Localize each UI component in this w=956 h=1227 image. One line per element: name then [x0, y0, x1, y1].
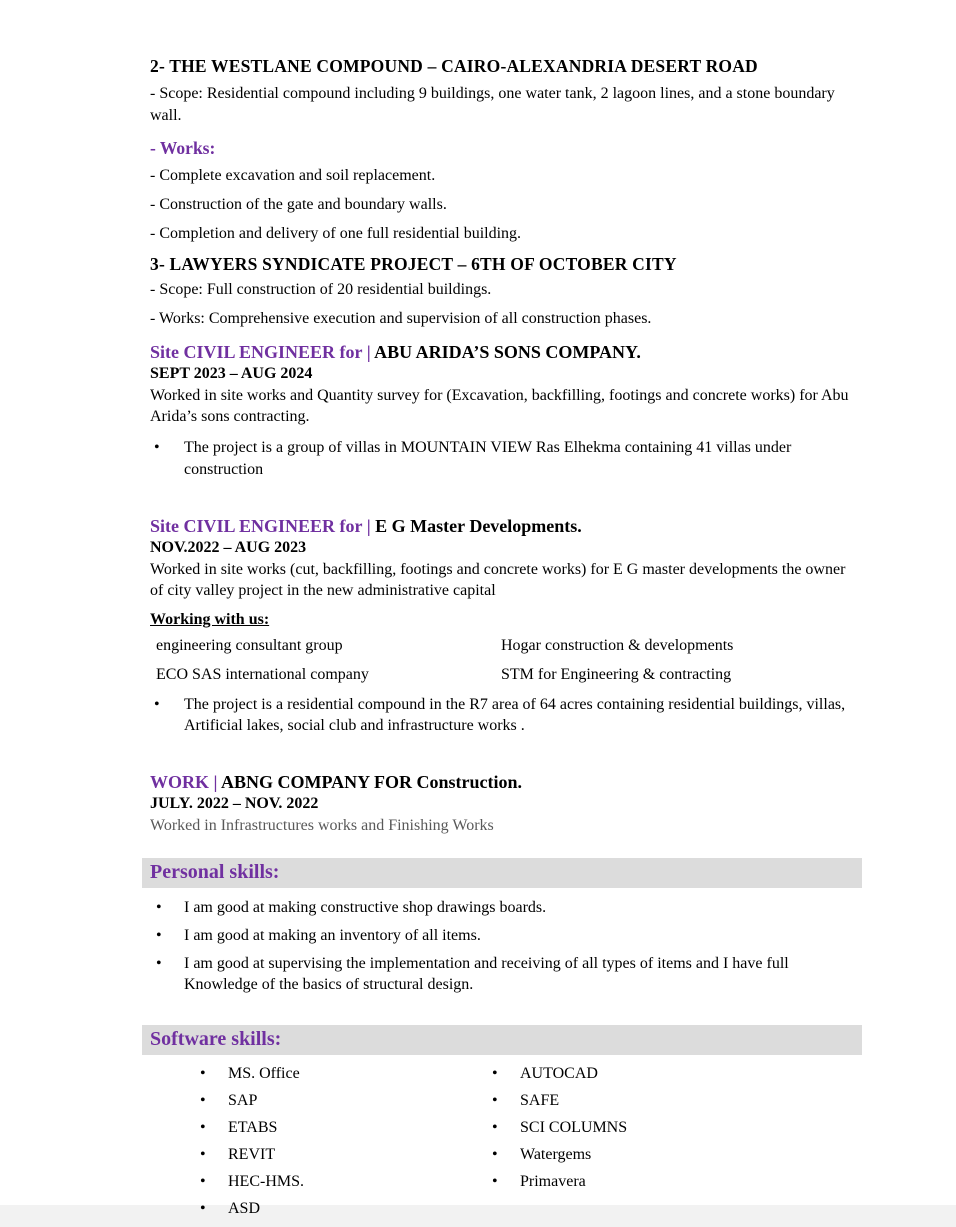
job-abu-arida-title — [150, 342, 862, 363]
project-3-scope: - Scope: Full construction of 20 residential buildings. — [150, 281, 492, 299]
software-skill-item: • ASD — [200, 1200, 261, 1218]
bullet-icon: • — [156, 899, 162, 917]
partner-company: STM for Engineering & contracting — [501, 665, 732, 683]
software-skill-item: • MS. Office — [200, 1065, 300, 1083]
job-egmaster-description: Worked in site works (cut, backfilling, footings and concrete works) for E G master developments the owner of city valley project in the new administrative capital — [150, 560, 846, 599]
working-with-us-label: Working with us: — [150, 610, 270, 628]
software-skill-item: • REVIT — [200, 1146, 276, 1164]
software-skill-item: • SAFE — [492, 1092, 560, 1110]
personal-skill-item: • I am good at making constructive shop drawings boards. — [150, 898, 862, 919]
job-abng-description: Worked in Infrastructures works and Finishing Works — [150, 817, 494, 835]
software-skills-columns — [150, 1065, 862, 1227]
job-title-role: Site CIVIL ENGINEER for | — [150, 342, 375, 363]
bullet-icon: • — [492, 1065, 498, 1083]
project-3-title: 3- LAWYERS SYNDICATE PROJECT – 6TH OF OCTOBER CITY — [150, 254, 677, 275]
job-abu-arida-description: Worked in site works and Quantity survey for (Excavation, backfilling, footings and concrete works) for Abu Arida’s sons contracting. — [150, 387, 849, 426]
spacer — [150, 490, 862, 516]
software-skill-item: • HEC-HMS. — [200, 1173, 305, 1191]
work-item: - Construction of the gate and boundary walls. — [150, 196, 447, 214]
software-skills-left-column — [200, 1065, 492, 1227]
job-abng-title — [150, 772, 862, 793]
job-abng-dates: JULY. 2022 – NOV. 2022 — [150, 795, 319, 813]
software-skill-item: • Primavera — [492, 1173, 586, 1191]
job-title-company: E G Master Developments. — [375, 515, 582, 536]
bullet-icon: • — [200, 1065, 206, 1083]
bullet-icon: • — [200, 1173, 206, 1191]
bullet-icon: • — [492, 1119, 498, 1137]
bullet-icon: • — [154, 695, 160, 713]
software-skill-item: • AUTOCAD — [492, 1065, 598, 1083]
project-2-title: 2- THE WESTLANE COMPOUND – CAIRO-ALEXANDRIA DESERT ROAD — [150, 56, 758, 76]
personal-skill-item: • I am good at supervising the implementation and receiving of all types of items and I have full Knowledge of the basics of structural design. — [150, 954, 862, 996]
spacer — [150, 746, 862, 772]
job-egmaster-dates: NOV.2022 – AUG 2023 — [150, 538, 307, 556]
job-egmaster-title — [150, 516, 862, 537]
software-skill-item: • SCI COLUMNS — [492, 1119, 628, 1137]
bullet-icon: • — [492, 1173, 498, 1191]
job-title-company: ABU ARIDA’S SONS COMPANY. — [374, 342, 641, 363]
job-abu-arida-bullet: • The project is a group of villas in MOUNTAIN VIEW Ras Elhekma containing 41 villas under construction — [150, 437, 862, 479]
job-abu-arida-dates: SEPT 2023 – AUG 2024 — [150, 365, 313, 383]
work-item: - Completion and delivery of one full residential building. — [150, 225, 522, 243]
partner-company: ECO SAS international company — [156, 665, 369, 683]
bullet-icon: • — [156, 954, 162, 972]
partner-companies-table — [150, 637, 862, 684]
project-3-works: - Works: Comprehensive execution and supervision of all construction phases. — [150, 310, 652, 328]
personal-skill-item: • I am good at making an inventory of all items. — [150, 926, 862, 947]
work-item: - Complete excavation and soil replacement. — [150, 167, 436, 185]
partner-company: engineering consultant group — [156, 636, 343, 654]
bullet-icon: • — [200, 1119, 206, 1137]
works-heading: - Works: — [150, 138, 216, 159]
personal-skills-heading: Personal skills: — [142, 858, 862, 888]
bullet-icon: • — [200, 1092, 206, 1110]
project-2-scope: - Scope: Residential compound including 9 buildings, one water tank, 2 lagoon lines, and a stone boundary wall. — [150, 85, 835, 124]
job-title-role: WORK | — [150, 772, 221, 793]
software-skill-item: • SAP — [200, 1092, 258, 1110]
job-title-role: Site CIVIL ENGINEER for | — [150, 515, 376, 536]
partner-company: Hogar construction & developments — [501, 636, 734, 654]
job-title-company: ABNG COMPANY FOR Construction. — [220, 772, 522, 793]
software-skill-item: • ETABS — [200, 1119, 278, 1137]
bullet-icon: • — [492, 1146, 498, 1164]
bullet-icon: • — [200, 1146, 206, 1164]
bullet-icon: • — [154, 439, 160, 457]
software-skill-item: • Watergems — [492, 1146, 592, 1164]
job-egmaster-bullet: • The project is a residential compound in the R7 area of 64 acres containing residential buildings, villas, Artificial lakes, social club and infrastructure works . — [150, 694, 862, 736]
bullet-icon: • — [200, 1200, 206, 1218]
bullet-icon: • — [492, 1092, 498, 1110]
software-skills-right-column — [492, 1065, 862, 1227]
bullet-icon: • — [156, 926, 162, 944]
software-skills-heading: Software skills: — [142, 1025, 862, 1055]
